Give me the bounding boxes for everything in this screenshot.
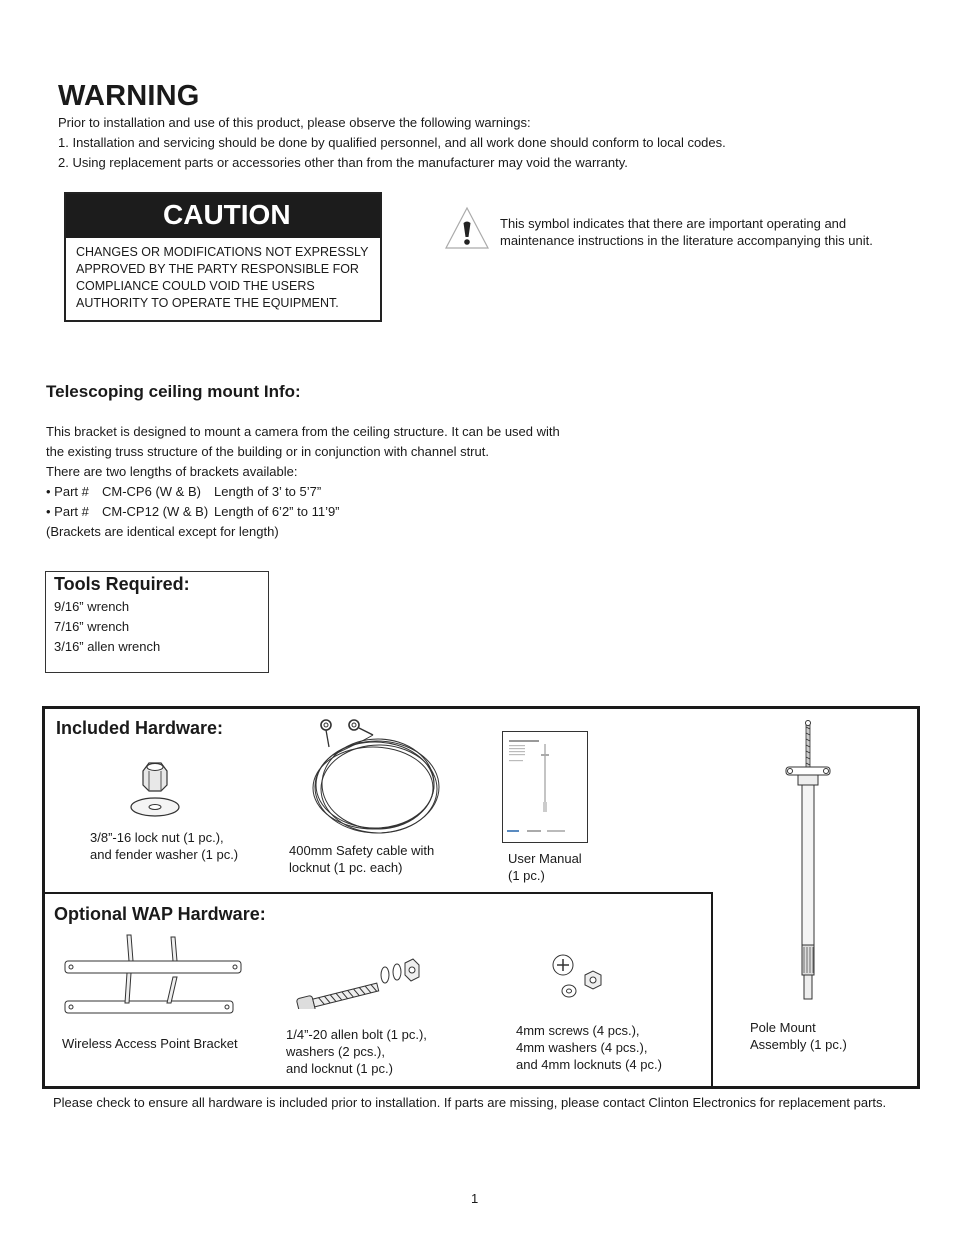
- exclamation-triangle-icon: [444, 206, 490, 250]
- user-manual-thumbnail: [502, 731, 588, 843]
- caption: 1/4”-20 allen bolt (1 pc.),: [286, 1027, 427, 1042]
- caption: Assembly (1 pc.): [750, 1037, 847, 1052]
- tool-item: 3/16” allen wrench: [54, 639, 161, 654]
- caption: Wireless Access Point Bracket: [62, 1036, 238, 1051]
- section-divider: [45, 892, 713, 894]
- mount-info-line: the existing truss structure of the building or in conjunction with channel strut.: [46, 444, 489, 459]
- caution-box: [64, 192, 382, 322]
- included-hardware-title: Included Hardware:: [56, 718, 224, 738]
- wap-bracket-icon: [63, 931, 245, 1023]
- warning-title: WARNING: [58, 80, 200, 112]
- screw-washer-nut-icon: [545, 949, 609, 1007]
- caption: 4mm screws (4 pcs.),: [516, 1023, 640, 1038]
- part-row: [46, 502, 340, 522]
- tools-title: Tools Required:: [54, 574, 190, 594]
- manual-page-icon: [503, 732, 587, 842]
- optional-hardware-title: Optional WAP Hardware:: [54, 904, 266, 924]
- tool-item: 7/16” wrench: [54, 619, 130, 634]
- page-number: 1: [471, 1191, 479, 1206]
- caution-text: CHANGES OR MODIFICATIONS NOT EXPRESSLY APPROVED BY THE PARTY RESPONSIBLE FOR COMPLIANCE COULD VOID THE USERS AUTHORITY TO OPERATE THE EQUIPMENT.: [76, 245, 369, 310]
- caption: Pole Mount: [750, 1020, 816, 1035]
- warning-item-1: 1. Installation and servicing should be done by qualified personnel, and all work done should conform to local codes.: [58, 135, 726, 150]
- mount-info-title: Telescoping ceiling mount Info:: [46, 382, 301, 401]
- tool-item: 9/16” wrench: [54, 599, 130, 614]
- symbol-note: This symbol indicates that there are important operating and maintenance instructions in the literature accompanying this unit.: [500, 216, 873, 248]
- part-row: [46, 482, 321, 502]
- part-label: • Part #: [46, 504, 89, 519]
- part-length: Length of 3’ to 5’7”: [214, 484, 322, 499]
- caption: User Manual: [508, 851, 582, 866]
- footnote: Please check to ensure all hardware is included prior to installation. If parts are missing, please contact Clinton Electronics for replacement parts.: [53, 1095, 887, 1110]
- caption: (1 pc.): [508, 868, 545, 883]
- section-divider: [711, 892, 713, 1086]
- caption: and 4mm locknuts (4 pc.): [516, 1057, 662, 1072]
- caution-title: CAUTION: [66, 194, 380, 238]
- hardware-frame: [42, 706, 920, 1089]
- caption: washers (2 pcs.),: [286, 1044, 385, 1059]
- tools-box: [45, 571, 269, 673]
- caption: and fender washer (1 pc.): [90, 847, 239, 862]
- mount-info-line: This bracket is designed to mount a camera from the ceiling structure. It can be used with: [46, 424, 560, 439]
- allen-bolt-icon: [293, 947, 425, 1009]
- warning-intro: Prior to installation and use of this product, please observe the following warnings:: [58, 115, 531, 130]
- caption: 4mm washers (4 pcs.),: [516, 1040, 648, 1055]
- caption: 400mm Safety cable with: [289, 843, 435, 858]
- caption: locknut (1 pc. each): [289, 860, 403, 875]
- warning-item-2: 2. Using replacement parts or accessories other than from the manufacturer may void the warranty.: [58, 155, 628, 170]
- part-number: CM-CP12 (W & B): [102, 504, 209, 519]
- part-number: CM-CP6 (W & B): [102, 484, 201, 499]
- lock-nut-washer-icon: [127, 757, 183, 823]
- part-length: Length of 6’2” to 11’9”: [214, 504, 340, 519]
- part-label: • Part #: [46, 484, 89, 499]
- pole-mount-assembly-icon: [780, 719, 836, 1009]
- mount-info-note: (Brackets are identical except for length): [46, 524, 279, 539]
- safety-cable-icon: [293, 715, 445, 841]
- mount-info-line: There are two lengths of brackets available:: [46, 464, 298, 479]
- caption: 3/8”-16 lock nut (1 pc.),: [90, 830, 224, 845]
- caption: and locknut (1 pc.): [286, 1061, 393, 1076]
